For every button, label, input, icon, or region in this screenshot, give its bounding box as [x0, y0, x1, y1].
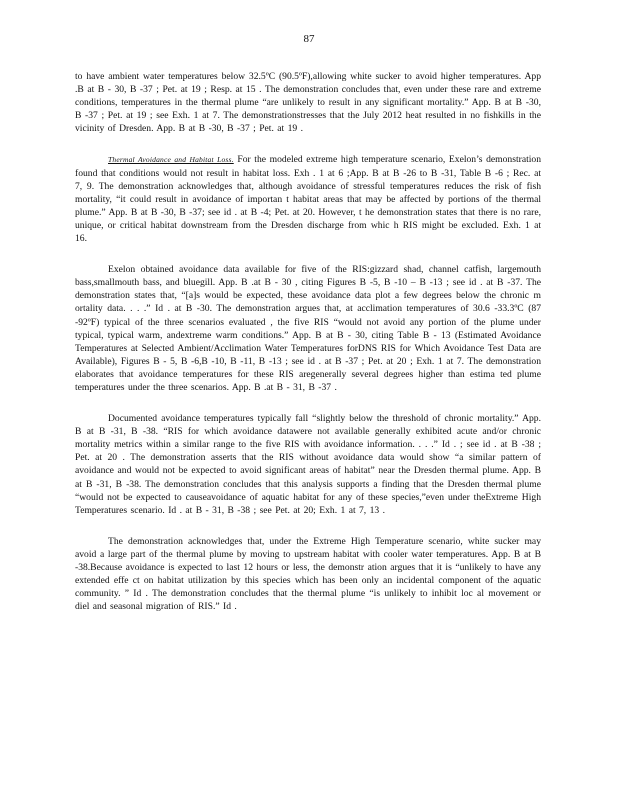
paragraph-text: For the modeled extreme high temperature scenario, Exelon’s demonstration found that conditions would not result in habitat loss. Exh . 1 at 6 ;App. B at B -26 to B -31, Table B -6 ; Rec. at 7, 9. The demonstration acknowledges that, although avoidance of stressful temperatures reduces the risk of fish mortality, “it could result in avoidance of importan t habitat areas that may be affected by portions of the thermal plume.” App. B at B -30, B -37; see id . at B -4; Pet. at 20. However, t he demonstration states that there is no rare, unique, or critical habitat downstream from the Dresden discharge from whic h RIS might be excluded. Exh. 1 at 16.	[75, 154, 542, 245]
paragraph-body	[75, 153, 541, 245]
body-text	[75, 70, 541, 631]
paragraph-thermal-avoidance	[75, 153, 541, 245]
paragraph-white-sucker-avoidance	[75, 535, 541, 614]
paragraph-white-sucker-temperatures	[75, 70, 541, 135]
paragraph-text: to have ambient water temperatures below 32.5ºC (90.5ºF),allowing white sucker to avoid higher temperatures. App .B at B - 30, B -37 ; Pet. at 19 ; Resp. at 15 . The demonstration concludes that, even under these rare and extreme conditions, temperatures in the thermal plume “are unlikely to result in any significant mortality.” App. B at B -30, B -37 ; Pet. at 19 ; see Exh. 1 at 7. The demonstrationstresses that the July 2012 heat resulted in no fishkills in the vicinity of Dresden. App. B at B -30, B -37 ; Pet. at 19 .	[75, 71, 541, 135]
paragraph-avoidance-data	[75, 263, 541, 394]
paragraph-text: Documented avoidance temperatures typically fall “slightly below the threshold of chronic mortality.” App. B at B -31, B -38. “RIS for which avoidance datawere not available generally exhibited acute and/or chronic mortality metrics within a similar range to the five RIS with avoidance information. . . .” Id . ; see id . at B -38 ; Pet. at 20 . The demonstration asserts that the RIS without avoidance data would show “a similar pattern of avoidance and would not be expected to avoid significant areas of habitat” near the Dresden thermal plume. App. B at B -31, B -38. The demonstration concludes that this analysis supports a finding that the Dresden thermal plume “would not be expected to causeavoidance of aquatic habitat for any of these species,”even under theExtreme High Temperatures scenario. Id . at B - 31, B -38 ; see Pet. at 20; Exh. 1 at 7, 13 .	[75, 413, 541, 516]
paragraph-documented-avoidance	[75, 412, 541, 517]
page-number: 87	[303, 33, 315, 45]
paragraph-text: The demonstration acknowledges that, under the Extreme High Temperature scenario, white sucker may avoid a large part of the thermal plume by moving to upstream habitat with cooler water temperatures. App. B at B -38.Because avoidance is expected to last 12 hours or less, the demonstr ation argues that it is “unlikely to have any extended effe ct on habitat utilization by this species which has been only an incidental component of the aquatic community. ” Id . The demonstration concludes that the thermal plume “is unlikely to inhibit loc al movement or diel and seasonal migration of RIS.” Id .	[75, 535, 541, 613]
section-heading-thermal-avoidance: Thermal Avoidance and Habitat Loss.	[108, 155, 234, 165]
paragraph-text: Exelon obtained avoidance data available for five of the RIS:gizzard shad, channel catfish, largemouth bass,smallmouth bass, and bluegill. App. B .at B - 30 , citing Figures B -5, B -10 – B -13 ; see id . at B -37. The demonstration states that, “[a]s would be expected, these avoidance data plot a few degrees below the chronic m ortality data. . . .” Id . at B -30. The demonstration argues that, at acclimation temperatures of 30.6 -33.3ºC (87 -92ºF) typical of the three scenarios evaluated , the five RIS “would not avoid any portion of the plume under typical, typical warm, andextreme warm conditions.” App. B at B - 30, citing Table B - 13 (Estimated Avoidance Temperatures at Selected Ambient/Acclimation Water Temperatures forDNS RIS for Which Avoidance Test Data are Available), Figures B - 5, B -6,B -10, B -11, B -13 ; see id . at B -37 ; Pet. at 20 ; Exh. 1 at 7. The demonstration elaborates that avoidance temperatures for these RIS aregenerally several degrees higher than estima ted plume temperatures under the three scenarios. App. B .at B - 31, B -37 .	[75, 264, 541, 393]
